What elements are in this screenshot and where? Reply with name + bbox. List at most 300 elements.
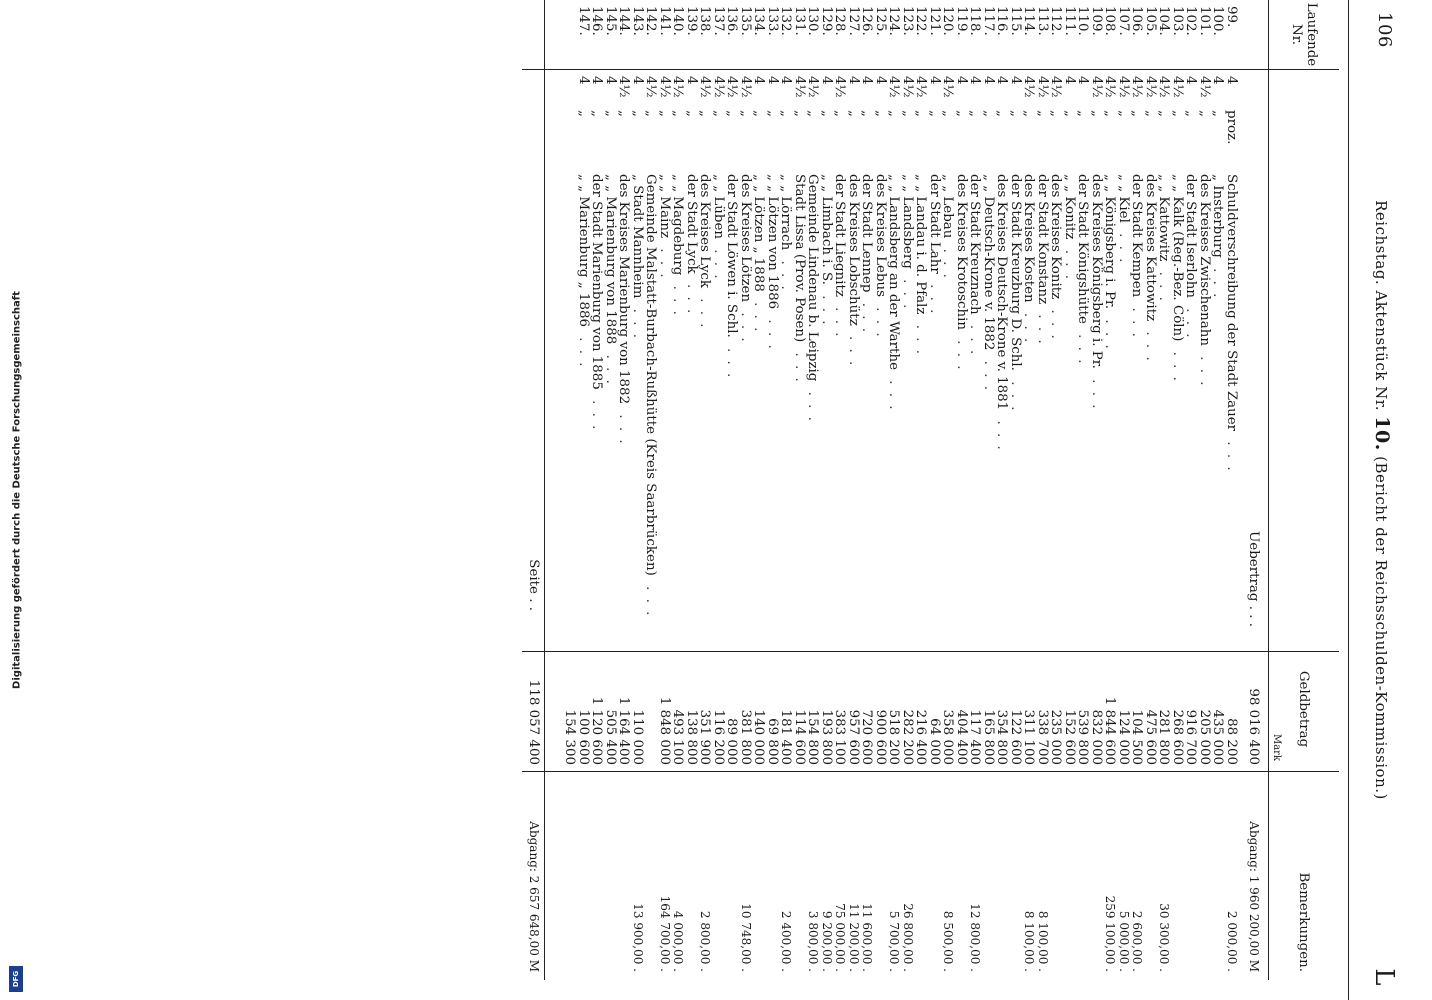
row-number: 126.: [860, 0, 874, 70]
row-text: des Kreises Lötzen: [738, 174, 753, 303]
row-amount: 505 400: [604, 652, 618, 772]
row-number: 135.: [739, 0, 753, 70]
row-amount: 69 800: [766, 652, 780, 772]
row-prefix: „: [1129, 110, 1145, 117]
row-rate: 4½: [1021, 76, 1037, 98]
table-row: [631, 0, 645, 980]
row-text: der Stadt Königshütte: [1075, 174, 1091, 324]
row-text: Gemeinde Lindenau b. Leipzig: [805, 174, 821, 382]
row-rate: 4½: [738, 76, 753, 98]
row-description: [1090, 70, 1104, 652]
carry-label: Uebertrag . . .: [1238, 70, 1269, 652]
row-rate: 4½: [643, 76, 659, 98]
leader-dots: . . .: [1075, 327, 1091, 366]
table-row: [1184, 0, 1198, 980]
row-remark: [725, 772, 739, 981]
spacer-cell: [545, 70, 564, 652]
row-prefix: „: [778, 110, 794, 117]
leader-dots: . . .: [603, 348, 618, 386]
row-rate: 4½: [1197, 76, 1212, 98]
row-remark: [995, 772, 1009, 981]
row-remark: 11 200,00 .: [847, 903, 861, 972]
row-description: [766, 70, 780, 652]
title-suffix: (Bericht der Reichsschulden-Kommission.): [1372, 456, 1390, 800]
row-remark: [914, 772, 928, 981]
row-description: [752, 70, 766, 652]
table-row: [658, 0, 672, 980]
row-text: „ „ Magdeburg: [670, 174, 686, 276]
table-row: [1009, 0, 1023, 980]
row-text: des Kreises Lobschütz: [846, 174, 861, 326]
leader-dots: . . .: [873, 301, 888, 339]
last-remark: [563, 772, 577, 981]
leader-dots: . . .: [1170, 345, 1185, 383]
table-row: [982, 0, 996, 980]
row-prefix: „: [819, 110, 834, 117]
row-description: [617, 70, 631, 652]
row-rate: 4: [778, 76, 794, 85]
row-prefix: „: [670, 110, 686, 117]
leader-dots: . . .: [738, 306, 753, 344]
carry-nr: [1238, 0, 1269, 70]
row-number: 123.: [901, 0, 915, 70]
row-amount: 138 800: [685, 652, 699, 772]
row-rate: 4: [576, 76, 591, 85]
row-prefix: „: [1156, 110, 1172, 117]
row-rate: 4½: [1156, 76, 1172, 98]
row-rate: 4½: [1116, 76, 1131, 98]
row-description: [1130, 70, 1144, 652]
spacer-cell: [545, 0, 564, 70]
row-description: [1049, 70, 1063, 652]
row-prefix: „: [886, 110, 902, 117]
table-row: [955, 0, 969, 980]
row-description: [631, 70, 645, 652]
row-rate: 4½: [670, 76, 686, 98]
leader-dots: . . .: [616, 408, 632, 446]
page-number: 106: [1374, 12, 1395, 48]
total-row: [522, 0, 545, 980]
table-row: [968, 0, 982, 980]
row-description: [887, 70, 901, 652]
page-title: [1371, 0, 1393, 1000]
table-row: [874, 0, 888, 980]
row-prefix: „: [1210, 110, 1226, 117]
row-text: des Kreises Krotoschin: [954, 174, 969, 330]
row-amount: 1 848 000: [658, 652, 672, 772]
table-row: [941, 0, 955, 980]
row-rate: 4½: [1170, 76, 1185, 98]
row-prefix: „: [1075, 110, 1091, 117]
table-row: [833, 0, 847, 980]
row-amount: 381 800: [739, 652, 753, 772]
row-rate: 4: [1183, 76, 1199, 85]
row-prefix: „: [981, 110, 996, 117]
row-amount: 900 600: [874, 652, 888, 772]
row-rate: 4: [927, 76, 942, 85]
row-remark: 2 000,00 .: [1225, 910, 1239, 972]
row-amount: 435 000: [1211, 652, 1225, 772]
row-remark: 11 600,00 .: [860, 903, 875, 972]
row-prefix: „: [643, 110, 659, 117]
row-amount: 193 800: [820, 652, 834, 772]
row-number: 120.: [941, 0, 955, 70]
row-text: „ „ Landsberg an der Warthe: [886, 174, 902, 370]
row-prefix: „: [751, 110, 767, 117]
row-amount: 104 500: [1130, 652, 1144, 772]
row-description: [1225, 70, 1239, 652]
row-rate: 4½: [1089, 76, 1104, 98]
leader-dots: . . .: [1116, 226, 1131, 265]
row-description: [671, 70, 685, 652]
row-prefix: „: [1062, 110, 1077, 117]
table-row: [887, 0, 901, 980]
row-amount: 281 800: [1157, 652, 1171, 772]
row-number: 138.: [698, 0, 712, 70]
row-amount: 1 120 600: [590, 652, 604, 772]
row-amount: 1 844 600: [1103, 652, 1117, 772]
leader-dots: . . .: [1156, 265, 1172, 303]
row-text: der Stadt Liegnitz: [832, 174, 848, 297]
row-description: [1063, 70, 1077, 652]
col-header-nr: Laufende Nr.: [1269, 0, 1340, 70]
row-rate: 4: [751, 76, 767, 85]
row-remark: 8 100,00 .: [1036, 910, 1050, 972]
row-number: 137.: [712, 0, 726, 70]
row-amount: 205 000: [1198, 652, 1212, 772]
row-prefix: „: [1102, 110, 1118, 117]
row-prefix: „: [846, 110, 861, 117]
table-row: [860, 0, 874, 980]
row-text: „ „ Lüben: [711, 174, 726, 240]
row-remark: [1076, 772, 1090, 981]
row-rate: 4½: [792, 76, 807, 98]
row-text: „ „ Lebau: [940, 174, 956, 239]
table-row: [577, 0, 591, 980]
leader-dots: . . .: [657, 242, 672, 280]
leader-dots: . . .: [724, 341, 740, 380]
row-text: „ „ Lötzen von 1886: [765, 174, 780, 310]
table-row: [1144, 0, 1158, 980]
row-text: „ „ Konitz: [1062, 174, 1077, 240]
table-row: [1225, 0, 1239, 980]
row-amount: 154 800: [806, 652, 820, 772]
table-row: [725, 0, 739, 980]
credit-text: Digitalisierung gefördert durch die Deutsche Forschungsgemeinschaft: [11, 291, 23, 689]
row-description: [1076, 70, 1090, 652]
leader-dots: . . .: [900, 272, 915, 311]
row-description: [1022, 70, 1036, 652]
row-description: [955, 70, 969, 652]
row-remark: [604, 772, 618, 981]
row-remark: [1171, 772, 1185, 981]
row-amount: 122 600: [1009, 652, 1023, 772]
row-rate: 4: [994, 76, 1010, 85]
leader-dots: . . .: [1210, 261, 1226, 300]
row-description: [833, 70, 847, 652]
last-nr: [563, 0, 577, 70]
row-remark: [1144, 772, 1158, 981]
row-number: 106.: [1130, 0, 1144, 70]
row-remark: [1184, 772, 1198, 981]
row-text: „ „ Deutsch-Krone v. 1882: [981, 174, 996, 351]
row-text: „ Insterburg: [1210, 174, 1226, 258]
row-remark: [874, 772, 888, 981]
row-description: [590, 70, 604, 652]
row-text: Gemeinde Malstatt-Burbach-Rußhütte (Kreis Saarbrücken): [643, 174, 659, 576]
row-description: [1198, 70, 1212, 652]
row-number: 107.: [1117, 0, 1131, 70]
row-number: 104.: [1157, 0, 1171, 70]
row-number: 145.: [604, 0, 618, 70]
row-remark: 5 000,00 .: [1117, 910, 1131, 972]
row-text: der Stadt Konstanz: [1035, 174, 1050, 305]
row-number: 121.: [928, 0, 942, 70]
row-amount: 282 200: [901, 652, 915, 772]
row-amount: 957 600: [847, 652, 861, 772]
leader-dots: . . .: [940, 242, 956, 280]
table-row: [779, 0, 793, 980]
leader-dots: . . .: [967, 318, 983, 357]
row-number: 110.: [1076, 0, 1090, 70]
row-text: des Kreises Königsberg i. Pr.: [1089, 174, 1104, 369]
row-prefix: „: [805, 110, 821, 117]
table-row: [617, 0, 631, 980]
leader-dots: . . .: [913, 318, 929, 357]
table-row: [847, 0, 861, 980]
row-number: 103.: [1171, 0, 1185, 70]
row-number: 141.: [658, 0, 672, 70]
row-number: 128.: [833, 0, 847, 70]
table-row: [739, 0, 753, 980]
leader-dots: . . .: [1089, 372, 1104, 411]
leader-dots: . . .: [981, 354, 996, 392]
row-text: „ „ Kalk (Reg.-Bez. Cöln): [1170, 174, 1185, 342]
table-row: [685, 0, 699, 980]
leader-dots: . . .: [1062, 243, 1077, 281]
row-remark: [955, 772, 969, 981]
row-text: Schuldverschreibung der Stadt Zauer: [1224, 174, 1239, 432]
row-prefix: „: [859, 110, 875, 117]
row-amount: 404 400: [955, 652, 969, 772]
row-rate: 4½: [1129, 76, 1145, 98]
row-text: des Kreises Konitz: [1048, 174, 1064, 300]
row-number: 108.: [1103, 0, 1117, 70]
row-remark: 3 800,00 .: [806, 910, 821, 972]
row-number: 127.: [847, 0, 861, 70]
table-row: [1198, 0, 1212, 980]
carry-over-row: [1238, 0, 1269, 980]
row-description: [982, 70, 996, 652]
row-number: 102.: [1184, 0, 1198, 70]
table-row: [698, 0, 712, 980]
leader-dots: . . .: [589, 393, 605, 432]
row-description: [604, 70, 618, 652]
row-remark: 164 700,00 .: [658, 895, 672, 972]
row-amount: 383 100: [833, 652, 847, 772]
row-description: [1157, 70, 1171, 652]
row-remark: [577, 772, 591, 981]
row-remark: [766, 772, 780, 981]
col-header-desc: [1269, 70, 1340, 652]
leader-dots: . . .: [1102, 313, 1118, 351]
row-rate: 4: [954, 76, 969, 85]
row-number: 112.: [1049, 0, 1063, 70]
row-description: [779, 70, 793, 652]
row-remark: [712, 772, 726, 981]
row-number: 130.: [806, 0, 820, 70]
table-row: [1103, 0, 1117, 980]
row-description: [968, 70, 982, 652]
row-prefix: „: [940, 110, 956, 117]
row-rate: 4½: [697, 76, 713, 98]
leader-dots: . . .: [1021, 306, 1037, 345]
row-number: 131.: [793, 0, 807, 70]
row-remark: 13 900,00 .: [631, 903, 645, 972]
row-amount: 114 600: [793, 652, 807, 772]
row-rate: 4½: [1048, 76, 1064, 98]
table-row: [1063, 0, 1077, 980]
col-header-amount-label: Geldbetrag: [1296, 670, 1312, 748]
table-row: [1022, 0, 1036, 980]
table-body: [522, 0, 1269, 980]
row-prefix: „: [1116, 110, 1131, 117]
row-number: 143.: [631, 0, 645, 70]
row-amount: 64 000: [928, 652, 942, 772]
row-prefix: „: [954, 110, 969, 117]
leader-dots: . . .: [819, 288, 834, 327]
row-rate: 4½: [805, 76, 821, 98]
row-description: [901, 70, 915, 652]
row-number: 134.: [752, 0, 766, 70]
table-row: [1076, 0, 1090, 980]
row-number: 139.: [685, 0, 699, 70]
leader-dots: . . .: [859, 296, 875, 335]
leader-dots: . . .: [576, 331, 591, 369]
leader-dots: . . .: [1143, 325, 1158, 363]
last-desc: [563, 70, 577, 652]
row-prefix: „: [738, 110, 753, 117]
row-rate: 4½: [900, 76, 915, 98]
row-remark: [1198, 772, 1212, 981]
row-text: der Stadt Kreuznach: [967, 174, 983, 315]
page-header: [1348, 0, 1405, 1000]
row-amount: 181 400: [779, 652, 793, 772]
row-description: [685, 70, 699, 652]
row-number: 129.: [820, 0, 834, 70]
row-rate: 4½: [657, 76, 672, 98]
row-remark: [1211, 772, 1225, 981]
row-description: [1211, 70, 1225, 652]
table-row: [644, 0, 658, 980]
row-text: der Stadt Lyck: [684, 174, 699, 274]
leader-dots: . . .: [697, 292, 713, 330]
leader-dots: . . .: [832, 300, 848, 339]
row-amount: 100 600: [577, 652, 591, 772]
row-amount: 216 400: [914, 652, 928, 772]
row-amount: 235 000: [1049, 652, 1063, 772]
row-prefix: „: [873, 110, 888, 117]
dfg-logo: [9, 966, 23, 992]
row-prefix: „: [927, 110, 942, 117]
row-prefix: „: [1089, 110, 1104, 117]
document-page: [95, 0, 1405, 1000]
row-text: des Kreises Zwischenahn: [1197, 174, 1212, 346]
leader-dots: . . .: [954, 333, 969, 372]
row-description: [914, 70, 928, 652]
row-amount: 89 000: [725, 652, 739, 772]
row-text: der Stadt Kempen: [1129, 174, 1145, 298]
row-text: Stadt Lissa (Prov. Posen): [792, 174, 807, 343]
row-remark: [1063, 772, 1077, 981]
row-number: 101.: [1198, 0, 1212, 70]
title-prefix: Reichstag. Aktenstück Nr.: [1372, 200, 1390, 412]
row-number: 115.: [1009, 0, 1023, 70]
row-rate: 4½: [1143, 76, 1158, 98]
row-description: [1103, 70, 1117, 652]
row-number: 116.: [995, 0, 1009, 70]
row-description: [644, 70, 658, 652]
row-number: 122.: [914, 0, 928, 70]
table-row: [1157, 0, 1171, 980]
carry-remark: Abgang: 1 960 200,00 M: [1246, 821, 1261, 972]
row-number: 119.: [955, 0, 969, 70]
table-row: [928, 0, 942, 980]
row-prefix: „: [1170, 110, 1185, 117]
table-row: [604, 0, 618, 980]
row-amount: 354 800: [995, 652, 1009, 772]
row-text: „ „ Mainz: [657, 174, 672, 239]
row-prefix: „: [994, 110, 1010, 117]
row-number: 124.: [887, 0, 901, 70]
row-text: des Kreises Kosten: [1021, 174, 1037, 303]
table-row: [1117, 0, 1131, 980]
spacer-cell: [545, 652, 564, 772]
row-number: 113.: [1036, 0, 1050, 70]
col-header-amount: [1269, 652, 1340, 772]
row-rate: 4½: [832, 76, 848, 98]
row-amount: 117 400: [968, 652, 982, 772]
total-label: Seite . .: [522, 70, 545, 652]
table-row: [712, 0, 726, 980]
row-description: [1144, 70, 1158, 652]
col-header-remarks: Bemerkungen.: [1269, 772, 1340, 981]
row-remark: [982, 772, 996, 981]
leader-dots: . . .: [643, 579, 659, 618]
leader-dots: . . .: [711, 243, 726, 281]
table-row: [671, 0, 685, 980]
row-amount: 475 600: [1144, 652, 1158, 772]
row-description: [995, 70, 1009, 652]
row-text: des Kreises Deutsch-Krone v. 1881: [994, 174, 1010, 411]
row-remark: [752, 772, 766, 981]
spacer-cell: [545, 772, 564, 981]
row-text: „ „ Limbach i. S.: [819, 174, 834, 285]
row-amount: 1 164 400: [617, 652, 631, 772]
row-text: der Stadt Marienburg von 1885: [589, 174, 605, 390]
row-description: [847, 70, 861, 652]
leader-dots: . . .: [846, 329, 861, 368]
row-rate: 4: [846, 76, 861, 85]
row-rate: 4½: [711, 76, 726, 98]
leader-dots: . . .: [1183, 301, 1199, 340]
row-amount: 124 000: [1117, 652, 1131, 772]
row-rate: 4: [603, 76, 618, 85]
last-amount: 154 300: [563, 652, 577, 772]
dfg-logo-text: DFG: [12, 970, 20, 988]
leader-dots: . . .: [805, 385, 821, 423]
row-remark: 10 748,00 .: [739, 903, 753, 972]
